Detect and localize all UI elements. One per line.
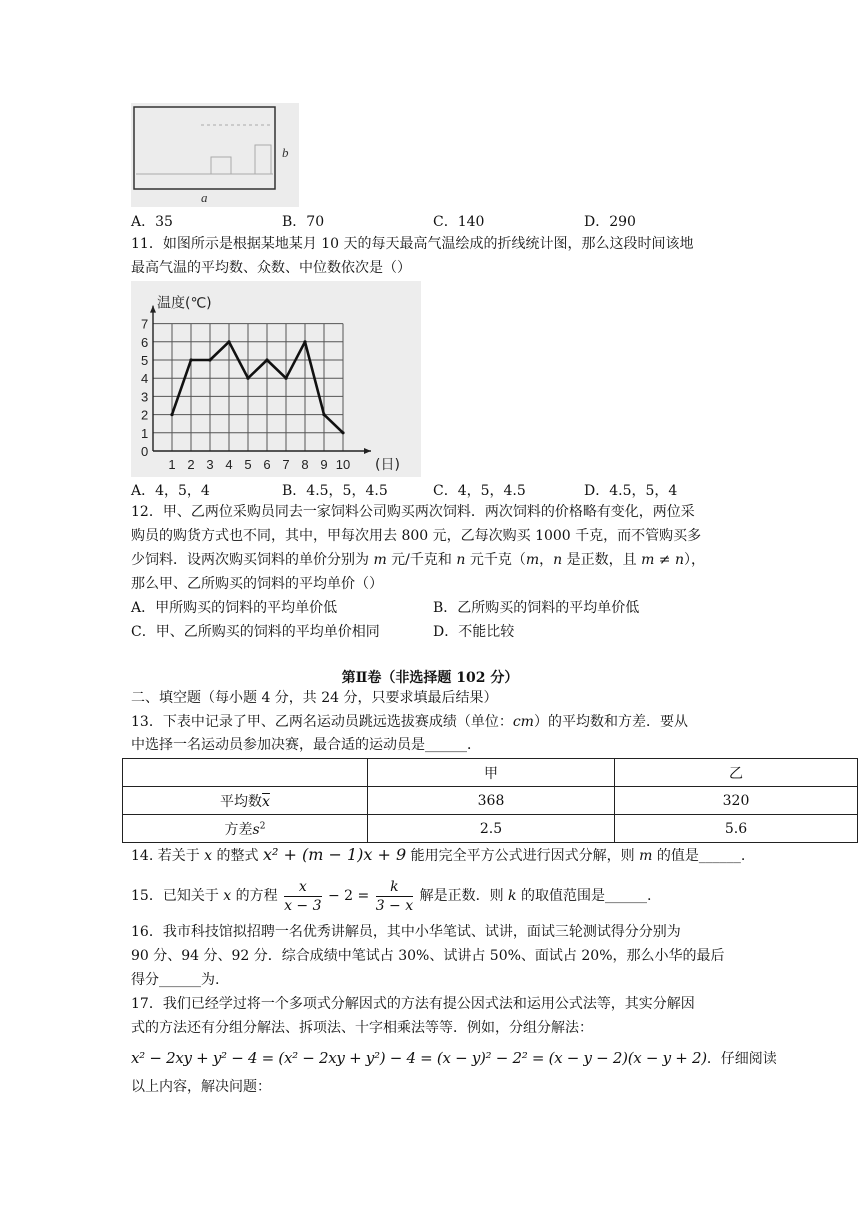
q13-text: 13．下表中记录了甲、乙两名运动员跳远选拔赛成绩（单位： <box>131 714 513 730</box>
q17-text: ．仔细阅读 <box>706 1051 777 1067</box>
q12-line4: 那么甲、乙所购买的饲料的平均单价（） <box>131 576 383 592</box>
q17-formula: x² − 2xy + y² − 4 = (x² − 2xy + y²) − 4 = (x − y)² − 2² = (x − y − 2)(x − y + 2) <box>131 1049 707 1067</box>
q14-expression: x² + (m − 1)x + 9 <box>262 845 407 864</box>
x-tick-label: 4 <box>225 457 233 472</box>
mean-symbol: $\overline{x}$ <box>262 793 270 810</box>
x-tick-label: 3 <box>206 457 214 472</box>
q14-line <box>131 845 745 866</box>
data-point <box>322 413 325 416</box>
temperature-line-chart <box>131 281 421 477</box>
data-point <box>227 340 230 343</box>
section-title: 第Ⅱ卷（非选择题 102 分） <box>341 670 519 686</box>
q15-fraction-1 <box>284 878 321 915</box>
x-tick-label: 9 <box>320 457 328 472</box>
table-row <box>123 759 858 787</box>
q15-text: 的方程 <box>231 888 283 904</box>
q11-option-d[interactable]: D．4.5，5，4 <box>584 483 678 499</box>
variance-exponent: 2 <box>259 820 266 831</box>
q11-line1: 11．如图所示是根据某地某月 10 天的每天最高气温绘成的折线统计图，那么这段时间该地 <box>131 236 694 252</box>
x-tick-label: 5 <box>244 457 252 472</box>
q12-line3 <box>131 550 705 570</box>
q10-label-b: b <box>282 145 289 160</box>
table-cell: 320 <box>615 787 858 815</box>
table-cell: 2.5 <box>368 815 615 843</box>
q10-option-d[interactable]: D．290 <box>584 214 636 230</box>
q15-line <box>131 876 651 916</box>
q15-equation-mid: − 2 = <box>323 888 374 904</box>
q12-line1: 12．甲、乙两位采购员同去一家饲料公司购买两次饲料．两次饲料的价格略有变化，两位采 <box>131 504 695 520</box>
fraction-numerator: x <box>284 878 321 897</box>
q12-option-a[interactable]: A．甲所购买的饲料的平均单价低 <box>131 600 338 616</box>
y-tick-label: 3 <box>141 389 149 405</box>
q12-var-m: m <box>525 552 540 568</box>
q12-var-m: m <box>373 552 387 568</box>
q12-text: ）， <box>684 552 705 568</box>
fraction-denominator: 3 − x <box>375 897 414 914</box>
variance-label: 方差 <box>224 821 253 838</box>
q12-text: 是正数，且 <box>562 552 642 568</box>
table-header-jia: 甲 <box>368 759 615 787</box>
table-row <box>123 815 858 843</box>
q12-text: 元/千克和 <box>386 552 457 568</box>
y-tick-label: 7 <box>141 316 149 332</box>
data-point <box>170 413 173 416</box>
x-tick-label: 10 <box>335 457 351 472</box>
row-label-variance <box>123 815 368 843</box>
q15-var-x: x <box>223 888 232 904</box>
table-row <box>123 787 858 815</box>
q17-line1: 17．我们已经学过将一个多项式分解因式的方法有提公因式法和运用公式法等，其实分解因 <box>131 996 695 1012</box>
q14-text: 的整式 <box>212 848 263 864</box>
y-tick-label: 6 <box>141 334 149 350</box>
x-tick-label: 2 <box>187 457 195 472</box>
q17-line4: 以上内容，解决问题： <box>131 1079 271 1095</box>
x-tick-label: 1 <box>168 457 176 472</box>
q10-label-a: a <box>201 190 208 205</box>
section-subtitle: 二、填空题（每小题 4 分，共 24 分，只要求填最后结果） <box>131 690 498 706</box>
q17-formula-line <box>131 1048 777 1069</box>
data-point <box>284 377 287 380</box>
x-tick-label: 6 <box>263 457 271 472</box>
y-axis-label: 温度(℃) <box>157 295 212 312</box>
q10-rectangle-figure <box>131 103 299 207</box>
q13-line1 <box>131 712 688 732</box>
q12-text: 元千克（ <box>465 552 526 568</box>
y-tick-label: 5 <box>141 353 149 368</box>
data-point <box>265 358 268 361</box>
q15-text: 解是正数．则 <box>415 888 509 904</box>
q13-unit: cm <box>512 714 534 730</box>
x-axis-label: (日) <box>375 457 400 473</box>
q13-score-table <box>122 758 858 843</box>
q12-var-n: n <box>553 552 563 568</box>
data-point <box>246 377 249 380</box>
q11-option-c[interactable]: C．4，5，4.5 <box>433 483 526 499</box>
q10-option-a[interactable]: A．35 <box>131 214 173 230</box>
variance-symbol: s <box>252 821 260 838</box>
q15-fraction-2 <box>376 878 413 915</box>
q11-option-a[interactable]: A．4，5，4 <box>131 483 210 499</box>
y-tick-label: 2 <box>141 407 149 423</box>
table-cell: 5.6 <box>615 815 858 843</box>
q14-text: 14. 若关于 <box>131 848 205 864</box>
q11-line2: 最高气温的平均数、众数、中位数依次是（） <box>131 260 411 276</box>
table-cell: 368 <box>368 787 615 815</box>
q12-condition: m ≠ n <box>641 552 684 568</box>
data-point <box>208 358 211 361</box>
q17-line2: 式的方法还有分组分解法、拆项法、十字相乘法等等．例如，分组分解法： <box>131 1020 593 1036</box>
data-point <box>341 431 344 434</box>
q12-var-n: n <box>456 552 466 568</box>
q12-option-d[interactable]: D．不能比较 <box>433 624 515 640</box>
q13-line2: 中选择一名运动员参加决赛，最合适的运动员是______． <box>131 737 481 753</box>
q14-text: 的值是______. <box>652 848 746 864</box>
table-header-empty <box>123 759 368 787</box>
q15-text: 的取值范围是______. <box>516 888 652 904</box>
q12-line2: 购员的购货方式也不同，其中，甲每次用去 800 元，乙每次购买 1000 千克，而不管购买多 <box>131 528 702 544</box>
q13-text: ）的平均数和方差．要从 <box>533 714 688 730</box>
q12-option-c[interactable]: C．甲、乙所购买的饲料的平均单价相同 <box>131 624 380 640</box>
fraction-denominator: x − 3 <box>284 897 322 914</box>
q10-option-c[interactable]: C．140 <box>433 214 485 230</box>
x-tick-label: 7 <box>282 457 290 472</box>
x-tick-label: 8 <box>301 457 309 472</box>
data-point <box>189 358 192 361</box>
fraction-numerator: k <box>376 878 413 897</box>
y-tick-label: 1 <box>141 425 149 441</box>
q10-option-b[interactable]: B．70 <box>282 214 325 230</box>
q14-text: 能用完全平方公式进行因式分解，则 <box>406 848 640 864</box>
q15-var-k: k <box>508 888 517 904</box>
row-label-mean <box>123 787 368 815</box>
q16-line3: 得分______为. <box>131 972 220 988</box>
q12-text: 少饲料．设两次购买饲料的单价分别为 <box>131 552 374 568</box>
q14-var-x: x <box>204 848 213 864</box>
q15-text: 15．已知关于 <box>131 888 224 904</box>
q16-line1: 16．我市科技馆拟招聘一名优秀讲解员，其中小华笔试、试讲，面试三轮测试得分分别为 <box>131 924 681 940</box>
q12-option-b[interactable]: B．乙所购买的饲料的平均单价低 <box>433 600 640 616</box>
q11-option-b[interactable]: B．4.5，5，4.5 <box>282 483 388 499</box>
mean-label: 平均数 <box>220 793 263 810</box>
data-point <box>303 340 306 343</box>
q16-line2: 90 分、94 分、92 分．综合成绩中笔试占 30%、试讲占 50%、面试占 20%，那么小华的最后 <box>131 948 725 964</box>
y-tick-label: 0 <box>141 444 149 459</box>
y-tick-label: 4 <box>141 371 149 387</box>
q12-text: ， <box>539 552 554 568</box>
table-header-yi: 乙 <box>615 759 858 787</box>
q14-var-m: m <box>639 848 653 864</box>
